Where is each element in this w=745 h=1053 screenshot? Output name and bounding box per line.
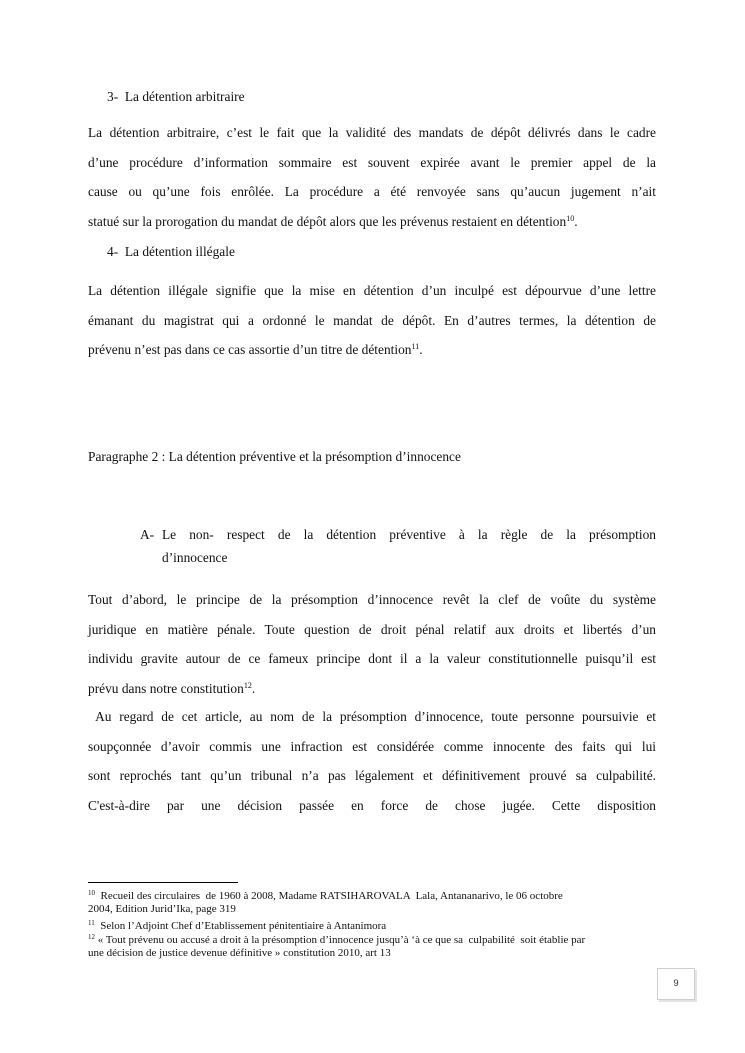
paragraph-line: Au regard de cet article, au nom de la présomption d’innocence, toute personne poursuivie et xyxy=(88,709,656,724)
paragraph-line: cause ou qu’une fois enrôlée. La procédure a été renvoyée sans qu’aucun jugement n’ait xyxy=(88,184,656,199)
paragraph-arbitraire xyxy=(88,118,656,236)
footnote-ref-11: 11 xyxy=(411,342,420,351)
paragraph-line: d’une procédure d’information sommaire est souvent expirée avant le premier appel de la xyxy=(88,154,656,170)
paragraph-line: émanant du magistrat qui a ordonné le mandat de dépôt. En d’autres termes, la détention de xyxy=(88,312,656,328)
paragraph-line: C'est-à-dire par une décision passée en force de chose jugée. Cette disposition xyxy=(88,797,656,813)
footnote-ref-12: 12 xyxy=(243,680,252,690)
heading-4-title: La détention illégale xyxy=(124,244,235,259)
paragraph-line: La détention illégale signifie que la mise en détention d’un inculpé est dépourvue d’une lettre xyxy=(88,283,656,298)
paragraph-last-line: prévenu n’est pas dans ce cas assortie d’un titre de détention$^{11}$. xyxy=(88,342,423,357)
paragraph-line: La détention arbitraire, c’est le fait que la validité des mandats de dépôt délivrés dans le cadre xyxy=(88,125,656,140)
heading-3-number: 3- xyxy=(107,89,119,104)
footnote-10: $^{10}$ Recueil des circulaires de 1960 à 2008, Madame RATSIHAROVALA Lala, Antananarivo, le 06 octobre 2004, Edition Jurid’Ika, page 319 xyxy=(88,889,563,916)
heading-3 xyxy=(107,87,245,107)
paragraph-line: sont reprochés tant qu’un tribunal n’a pas légalement et définitivement prouvé sa culpabilité. xyxy=(88,768,656,783)
heading-4 xyxy=(107,242,235,262)
heading-4-number: 4- xyxy=(107,244,119,259)
paragraph-line: individu gravite autour de ce fameux principe dont il a la valeur constitutionnelle puisqu’il est xyxy=(88,651,656,666)
paragraph-2-heading: Paragraphe 2 : La détention préventive et la présomption d’innocence xyxy=(88,449,461,464)
paragraph-last-line: prévu dans notre constitution$^{12}$. xyxy=(88,680,256,696)
paragraph-line: soupçonnée d’avoir commis une infraction est considérée comme innocente des faits qui lui xyxy=(88,738,656,754)
footnote-12: $^{12}$ « Tout prévenu ou accusé a droit à la présomption d’innocence jusqu’à ‘à ce que sa culpabilité soit établie par une décision de justice devenue définitive » constitution 2010, art 13 xyxy=(88,933,586,960)
paragraph-presomption xyxy=(88,585,656,703)
subheading-a xyxy=(140,523,656,569)
paragraph-regard xyxy=(88,702,656,820)
paragraph-line: juridique en matière pénale. Toute question de droit pénal relatif aux droits et libertés d’un xyxy=(88,621,656,637)
footnote-separator xyxy=(88,882,238,883)
subheading-a-marker: A- xyxy=(140,527,155,542)
footnote-ref-10: 10 xyxy=(566,213,575,223)
paragraph-line: Tout d’abord, le principe de la présomption d’innocence revêt la clef de voûte du système xyxy=(88,592,656,607)
page-number: 9 xyxy=(657,968,695,1000)
paragraph-illegale xyxy=(88,276,656,365)
subheading-a-line: d’innocence xyxy=(162,550,228,565)
paragraph-last-line: statué sur la prorogation du mandat de dépôt alors que les prévenus restaient en détention$^{10}$. xyxy=(88,213,578,229)
footnote-11: $^{11}$ Selon l’Adjoint Chef d’Etablissement pénitentiaire à Antanimora xyxy=(88,919,387,932)
subheading-a-line: Le non- respect de la détention préventive à la règle de la présomption xyxy=(162,527,656,542)
heading-3-title: La détention arbitraire xyxy=(124,89,245,104)
